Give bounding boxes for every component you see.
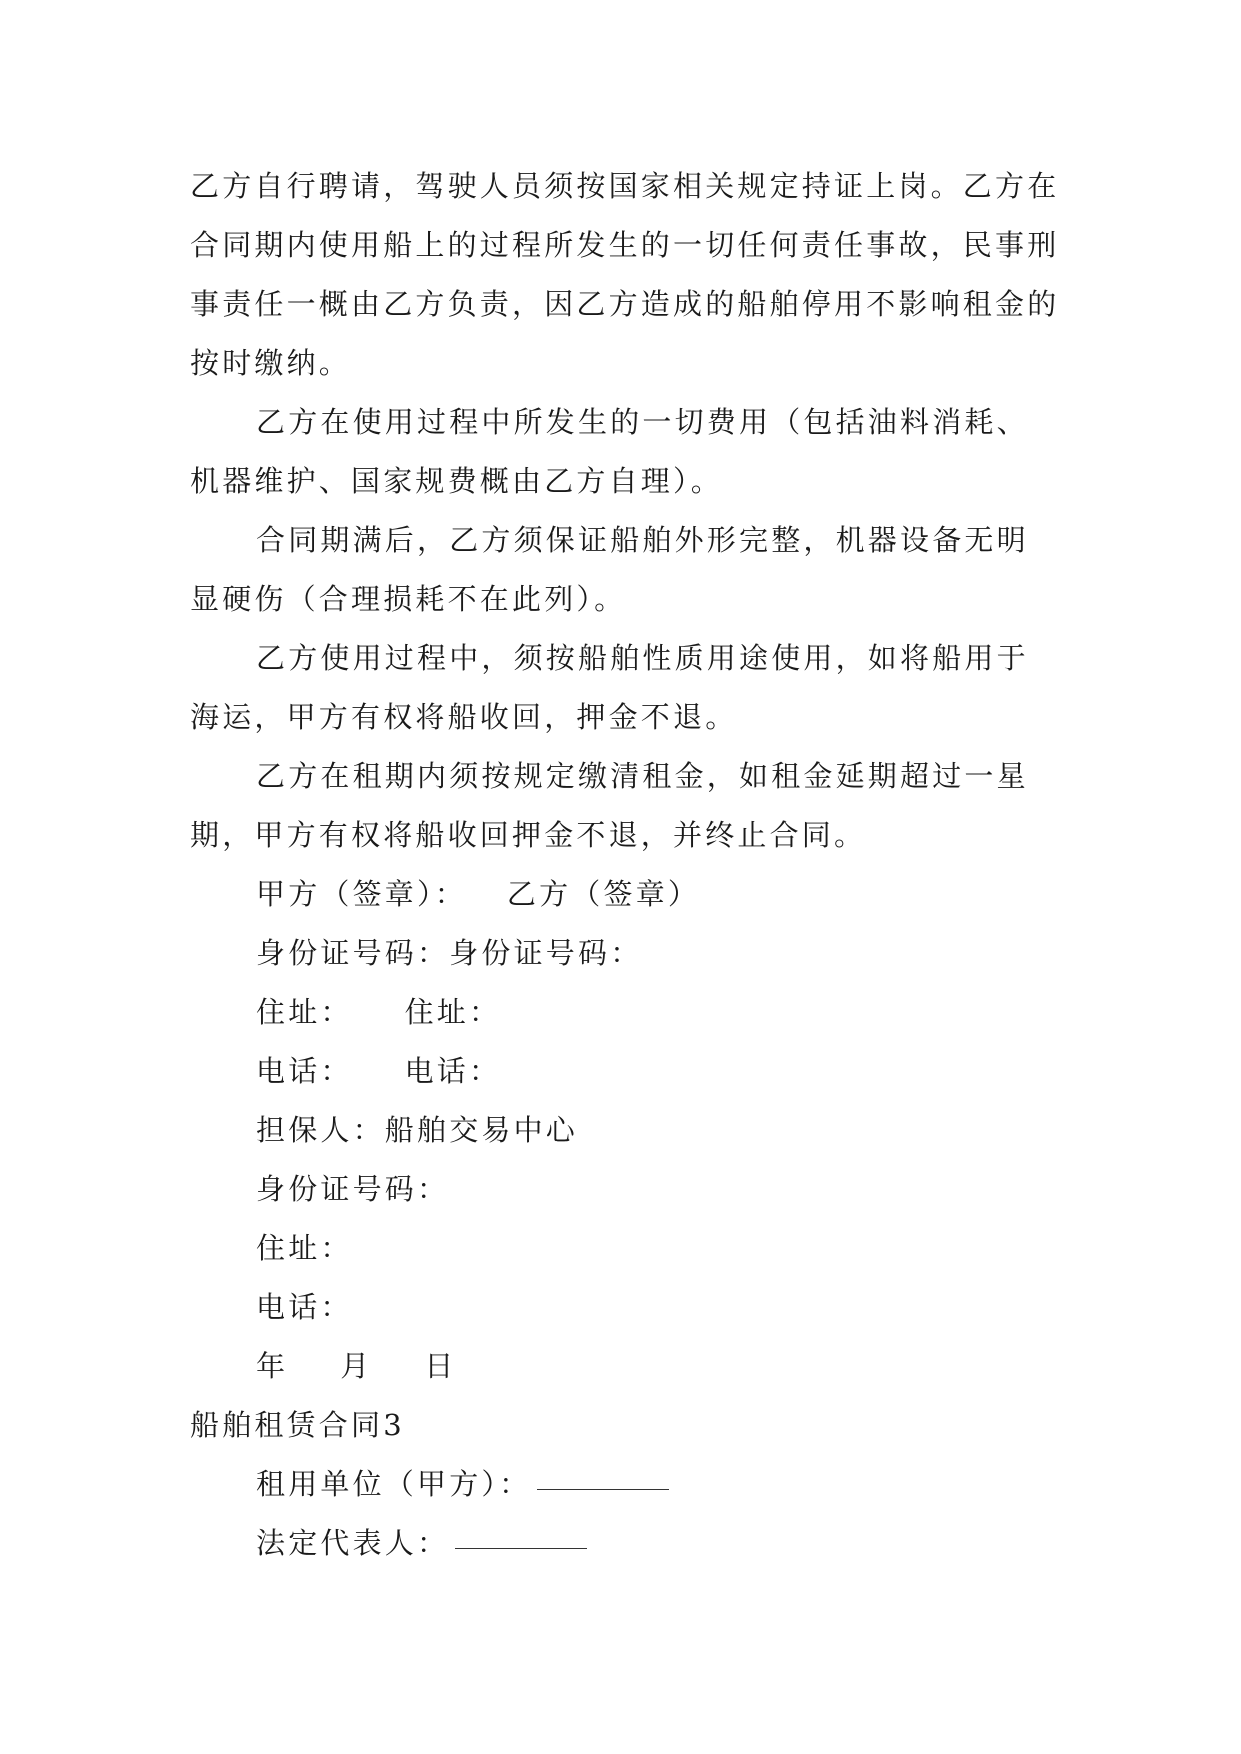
legal-rep-blank-line: [455, 1519, 587, 1549]
document-body: [190, 157, 1060, 1573]
id-number-line: [190, 924, 1060, 983]
date-day-label: 日: [424, 1349, 457, 1383]
section-title: 船舶租赁合同3: [190, 1408, 405, 1442]
paragraph-rent-payment: 乙方在租期内须按规定缴清租金，如租金延期超过一星期，甲方有权将船收回押金不退，并终止合同。: [190, 759, 1029, 852]
lessee-line: [190, 1455, 1060, 1514]
phone-line: [190, 1042, 1060, 1101]
party-a-address-label: 住址：: [256, 995, 353, 1029]
address-line: [190, 983, 1060, 1042]
party-b-id-label: 身份证号码：: [449, 936, 643, 970]
guarantor-phone-line: 电话：: [256, 1290, 353, 1324]
date-month-label: 月: [340, 1349, 373, 1383]
guarantor-line: 担保人：船舶交易中心: [256, 1113, 579, 1147]
date-line: [190, 1337, 1060, 1396]
paragraph-driver-responsibility: 乙方自行聘请，驾驶人员须按国家相关规定持证上岗。乙方在合同期内使用船上的过程所发生的一切任何责任事故，民事刑事责任一概由乙方负责，因乙方造成的船舶停用不影响租金的按时缴纳。: [190, 169, 1060, 380]
date-year-label: 年: [256, 1349, 289, 1383]
lessee-blank-line: [537, 1460, 669, 1490]
party-b-address-label: 住址：: [404, 995, 502, 1029]
lessee-label: 租用单位（甲方）：: [256, 1467, 532, 1501]
guarantor-id-line: 身份证号码：: [256, 1172, 450, 1206]
paragraph-return-condition: 合同期满后，乙方须保证船舶外形完整，机器设备无明显硬伤（合理损耗不在此列）。: [190, 523, 1029, 616]
legal-rep-label: 法定代表人：: [256, 1526, 450, 1560]
party-a-phone-label: 电话：: [256, 1054, 353, 1088]
party-a-id-label: 身份证号码：: [256, 936, 450, 970]
party-a-sign-label: 甲方（签章）：: [256, 877, 467, 911]
paragraph-usage-restriction: 乙方使用过程中，须按船舶性质用途使用，如将船用于海运，甲方有权将船收回，押金不退。: [190, 641, 1029, 734]
party-b-phone-label: 电话：: [404, 1054, 502, 1088]
legal-rep-line: [190, 1514, 1060, 1573]
party-b-sign-label: 乙方（签章）: [506, 877, 701, 911]
signature-line: [190, 865, 1060, 924]
guarantor-address-line: 住址：: [256, 1231, 353, 1265]
paragraph-expenses: 乙方在使用过程中所发生的一切费用（包括油料消耗、机器维护、国家规费概由乙方自理）。: [190, 405, 1029, 498]
